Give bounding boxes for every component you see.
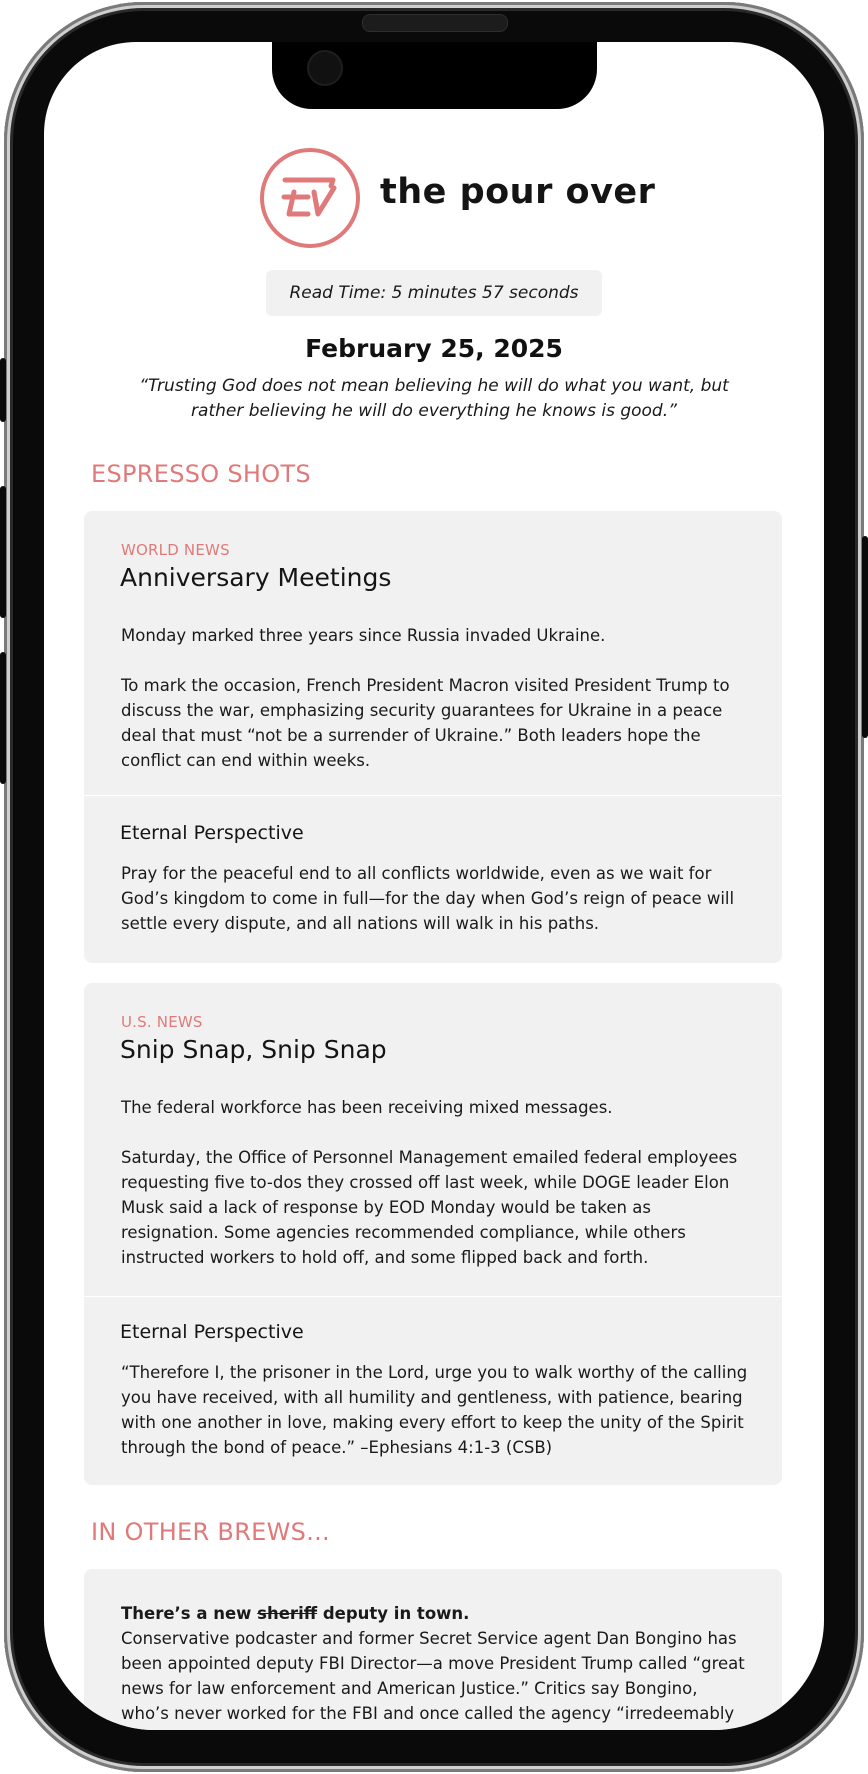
story-paragraph: Monday marked three years since Russia invaded Ukraine. bbox=[121, 626, 606, 645]
issue-date: February 25, 2025 bbox=[305, 334, 563, 363]
story-card bbox=[84, 983, 782, 1485]
daily-quote: “Trusting God does not mean believing he will do what you want, but rather believing he will do everything he knows is good.” bbox=[139, 376, 729, 421]
read-time-badge: Read Time: 5 minutes 57 seconds bbox=[266, 270, 602, 316]
story-title: Snip Snap, Snip Snap bbox=[120, 1035, 387, 1064]
brew-lead-struck: sheriff bbox=[257, 1604, 318, 1623]
brand-name: the pour over bbox=[380, 172, 656, 212]
perspective-text: Pray for the peaceful end to all conflicts worldwide, even as we wait for God’s kingdom to come in full—for the day when God’s reign of peace will settle every dispute, and all nations will walk in his paths. bbox=[121, 864, 735, 933]
card-divider bbox=[84, 1296, 782, 1297]
story-paragraph: To mark the occasion, French President Macron visited President Trump to discuss the war, emphasizing security guarantees for Ukraine in a peace deal that must “not be a surrender of Ukraine.” Both leaders hope the conflict can end within weeks. bbox=[121, 676, 730, 770]
phone-screen bbox=[44, 42, 824, 1730]
story-paragraph: Saturday, the Office of Personnel Management emailed federal employees requesting five to-dos they crossed off last week, while DOGE leader Elon Musk said a lack of response by EOD Monday would be taken as resignation. Some agencies recommended compliance, while others instructed workers to hold off, and some flipped back and forth. bbox=[121, 1148, 738, 1267]
perspective-title: Eternal Perspective bbox=[120, 822, 304, 844]
story-card bbox=[84, 511, 782, 963]
story-paragraph: The federal workforce has been receiving mixed messages. bbox=[121, 1098, 613, 1117]
brew-card bbox=[84, 1569, 782, 1730]
story-category: WORLD NEWS bbox=[121, 541, 230, 559]
tpo-monogram-icon bbox=[260, 148, 360, 248]
phone-volume-up-button bbox=[0, 486, 6, 618]
perspective-title: Eternal Perspective bbox=[120, 1321, 304, 1343]
phone-speaker bbox=[362, 14, 508, 32]
phone-power-button bbox=[862, 536, 868, 738]
story-title: Anniversary Meetings bbox=[120, 563, 392, 592]
brew-body: Conservative podcaster and former Secret Service agent Dan Bongino has been appointed deputy FBI Director—a move President Trump called “great news for law enforcement and American Justice.” Critics say Bongino, who’s never worked for the FBI and once called the agency “irredeemably bbox=[121, 1629, 745, 1723]
perspective-text: “Therefore I, the prisoner in the Lord, urge you to walk worthy of the calling you have received, with all humility and gentleness, with patience, bearing with one another in love, making every effort to keep the unity of the Spirit through the bond of peace.” –Ephesians 4:1-3 (CSB) bbox=[121, 1363, 748, 1457]
brew-lead-text: deputy in town. bbox=[317, 1604, 470, 1623]
section-heading-espresso: ESPRESSO SHOTS bbox=[91, 460, 311, 488]
front-camera-icon bbox=[307, 50, 343, 86]
brew-lead-text: There’s a new bbox=[121, 1604, 258, 1623]
card-divider bbox=[84, 795, 782, 796]
phone-volume-down-button bbox=[0, 652, 6, 784]
section-heading-other-brews: IN OTHER BREWS... bbox=[91, 1518, 330, 1546]
story-category: U.S. NEWS bbox=[121, 1013, 203, 1031]
brand-header[interactable] bbox=[260, 148, 660, 248]
brew-lead bbox=[121, 1601, 749, 1626]
phone-action-button bbox=[0, 358, 6, 422]
